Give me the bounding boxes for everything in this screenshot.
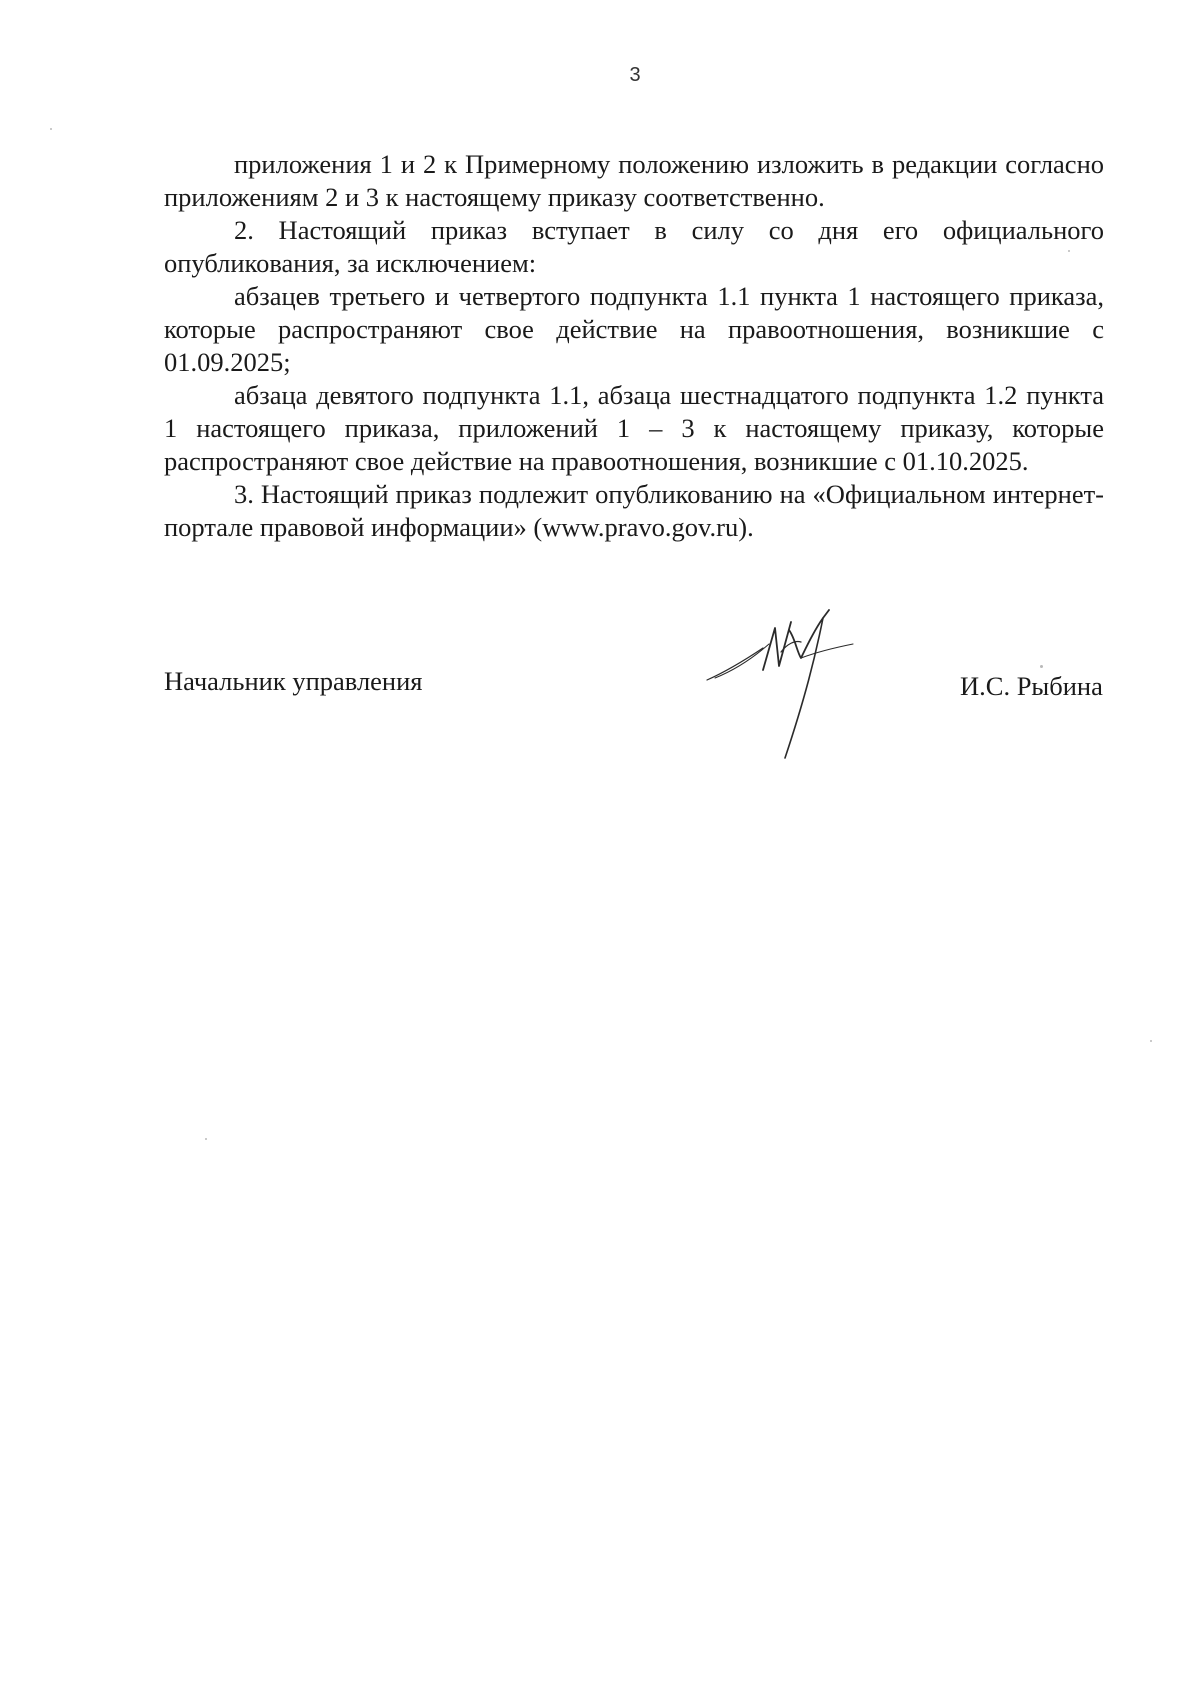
scan-speck — [50, 128, 52, 130]
handwritten-signature — [705, 608, 885, 768]
document-body — [164, 148, 1104, 544]
paragraph-1: приложения 1 и 2 к Примерному положению изложить в редакции согласно приложениям 2 и 3 к настоящему приказу соответственно. — [164, 149, 1104, 212]
scan-speck — [205, 1138, 207, 1140]
paragraph-4: абзаца девятого подпункта 1.1, абзаца шестнадцатого подпункта 1.2 пункта 1 настоящего приказа, приложений 1 – 3 к настоящему приказу, которые распространяют свое действие на правоотношения, возникшие с 01.10.2025. — [164, 380, 1104, 476]
page-number: 3 — [629, 64, 641, 86]
signatory-position: Начальник управления — [164, 666, 423, 696]
scan-speck — [1150, 1040, 1152, 1042]
paragraph-2: 2. Настоящий приказ вступает в силу со дня его официального опубликования, за исключением: — [164, 215, 1104, 278]
scan-speck — [1040, 665, 1043, 668]
paragraph-3: абзацев третьего и четвертого подпункта 1.1 пункта 1 настоящего приказа, которые распространяют свое действие на правоотношения, возникшие с 01.09.2025; — [164, 281, 1104, 377]
scan-speck — [1068, 250, 1070, 252]
paragraph-5: 3. Настоящий приказ подлежит опубликованию на «Официальном интернет-портале правовой информации» (www.pravo.gov.ru). — [164, 479, 1104, 542]
signatory-name: И.С. Рыбина — [960, 671, 1103, 701]
